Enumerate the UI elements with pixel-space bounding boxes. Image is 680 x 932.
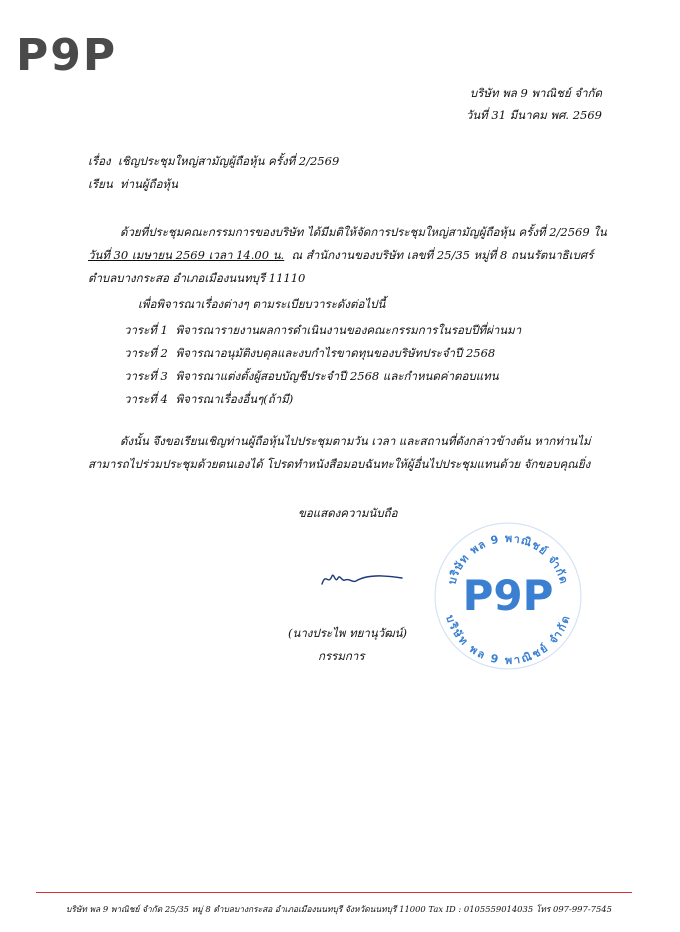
paragraph2-line2: สามารถไปร่วมประชุมด้วยตนเองได้ โปรดทำหนังสือมอบฉันทะให้ผู้อื่นไปประชุมแทนด้วย จักขอบคุณยิ่ง [88,457,591,471]
meeting-datetime: วันที่ 30 เมษายน 2569 เวลา 14.00 น. [88,248,285,262]
closing-regards: ขอแสดงความนับถือ [298,506,398,520]
recipient-line [88,176,178,194]
agenda-text: พิจารณาเรื่องอื่นๆ(ถ้ามี) [175,392,294,406]
agenda-item [124,345,495,363]
subject-label: เรื่อง [88,154,111,168]
recipient-label: เรียน [88,177,113,191]
paragraph1-line1: ด้วยที่ประชุมคณะกรรมการของบริษัท ได้มีมติให้จัดการประชุมใหญ่สามัญผู้ถือหุ้น ครั้งที่ 2/2569 ใน [120,225,607,239]
agenda-label: วาระที่ 4 [124,392,168,406]
agenda-text: พิจารณาแต่งตั้งผู้สอบบัญชีประจำปี 2568 และกำหนดค่าตอบแทน [175,369,499,383]
signature-mark [318,566,408,592]
agenda-label: วาระที่ 2 [124,346,168,360]
agenda-item [124,368,499,386]
company-logo: P9P [16,30,118,81]
paragraph2-line1: ดังนั้น จึงขอเรียนเชิญท่านผู้ถือหุ้นไปประชุมตามวัน เวลา และสถานที่ดังกล่าวข้างต้น หากท่านไม่ [120,434,591,448]
svg-text:บริษัท พล 9 พาณิชย์ จำกัด [443,613,573,667]
stamp-bottom-text: บริษัท พล 9 พาณิชย์ จำกัด [443,613,573,668]
stamp-center-text: P9P [462,571,554,620]
paragraph1-line3: ตำบลบางกระสอ อำเภอเมืองนนทบุรี 11110 [88,271,306,285]
agenda-item [124,391,293,409]
footer-address: บริษัท พล 9 พาณิชย์ จำกัด 25/35 หมู่ 8 ตำบลบางกระสอ อำเภอเมืองนนทบุรี จังหวัดนนทบุรี 11000 Tax ID : 0105559014035 โทร 097-997-7545 [66,904,612,914]
purpose-line: เพื่อพิจารณาเรื่องต่างๆ ตามระเบียบวาระดังต่อไปนี้ [138,297,386,311]
agenda-text: พิจารณาอนุมัติงบดุลและงบกำไรขาดทุนของบริษัทประจำปี 2568 [175,346,496,360]
paragraph1-line2 [88,247,593,265]
company-name: บริษัท พล 9 พาณิชย์ จำกัด [469,86,602,100]
subject-text: เชิญประชุมใหญ่สามัญผู้ถือหุ้น ครั้งที่ 2/2569 [117,154,340,168]
agenda-item [124,322,521,340]
agenda-text: พิจารณารายงานผลการดำเนินงานของคณะกรรมการในรอบปีที่ผ่านมา [175,323,522,337]
footer-rule [36,892,632,893]
signatory-name: (นางประไพ ทยานุวัฒน์) [288,626,407,640]
stamp-top-text: บริษัท พล 9 พาณิชย์ จำกัด [445,531,571,586]
signatory-position: กรรมการ [318,649,365,663]
letter-date: วันที่ 31 มีนาคม พศ. 2569 [465,108,602,122]
subject-line [88,153,339,171]
recipient-text: ท่านผู้ถือหุ้น [120,177,178,191]
agenda-label: วาระที่ 1 [124,323,168,337]
agenda-label: วาระที่ 3 [124,369,168,383]
company-seal-stamp [432,520,584,672]
meeting-venue: ณ สำนักงานของบริษัท เลขที่ 25/35 หมู่ที่ 8 ถนนรัตนาธิเบศร์ [291,248,594,262]
